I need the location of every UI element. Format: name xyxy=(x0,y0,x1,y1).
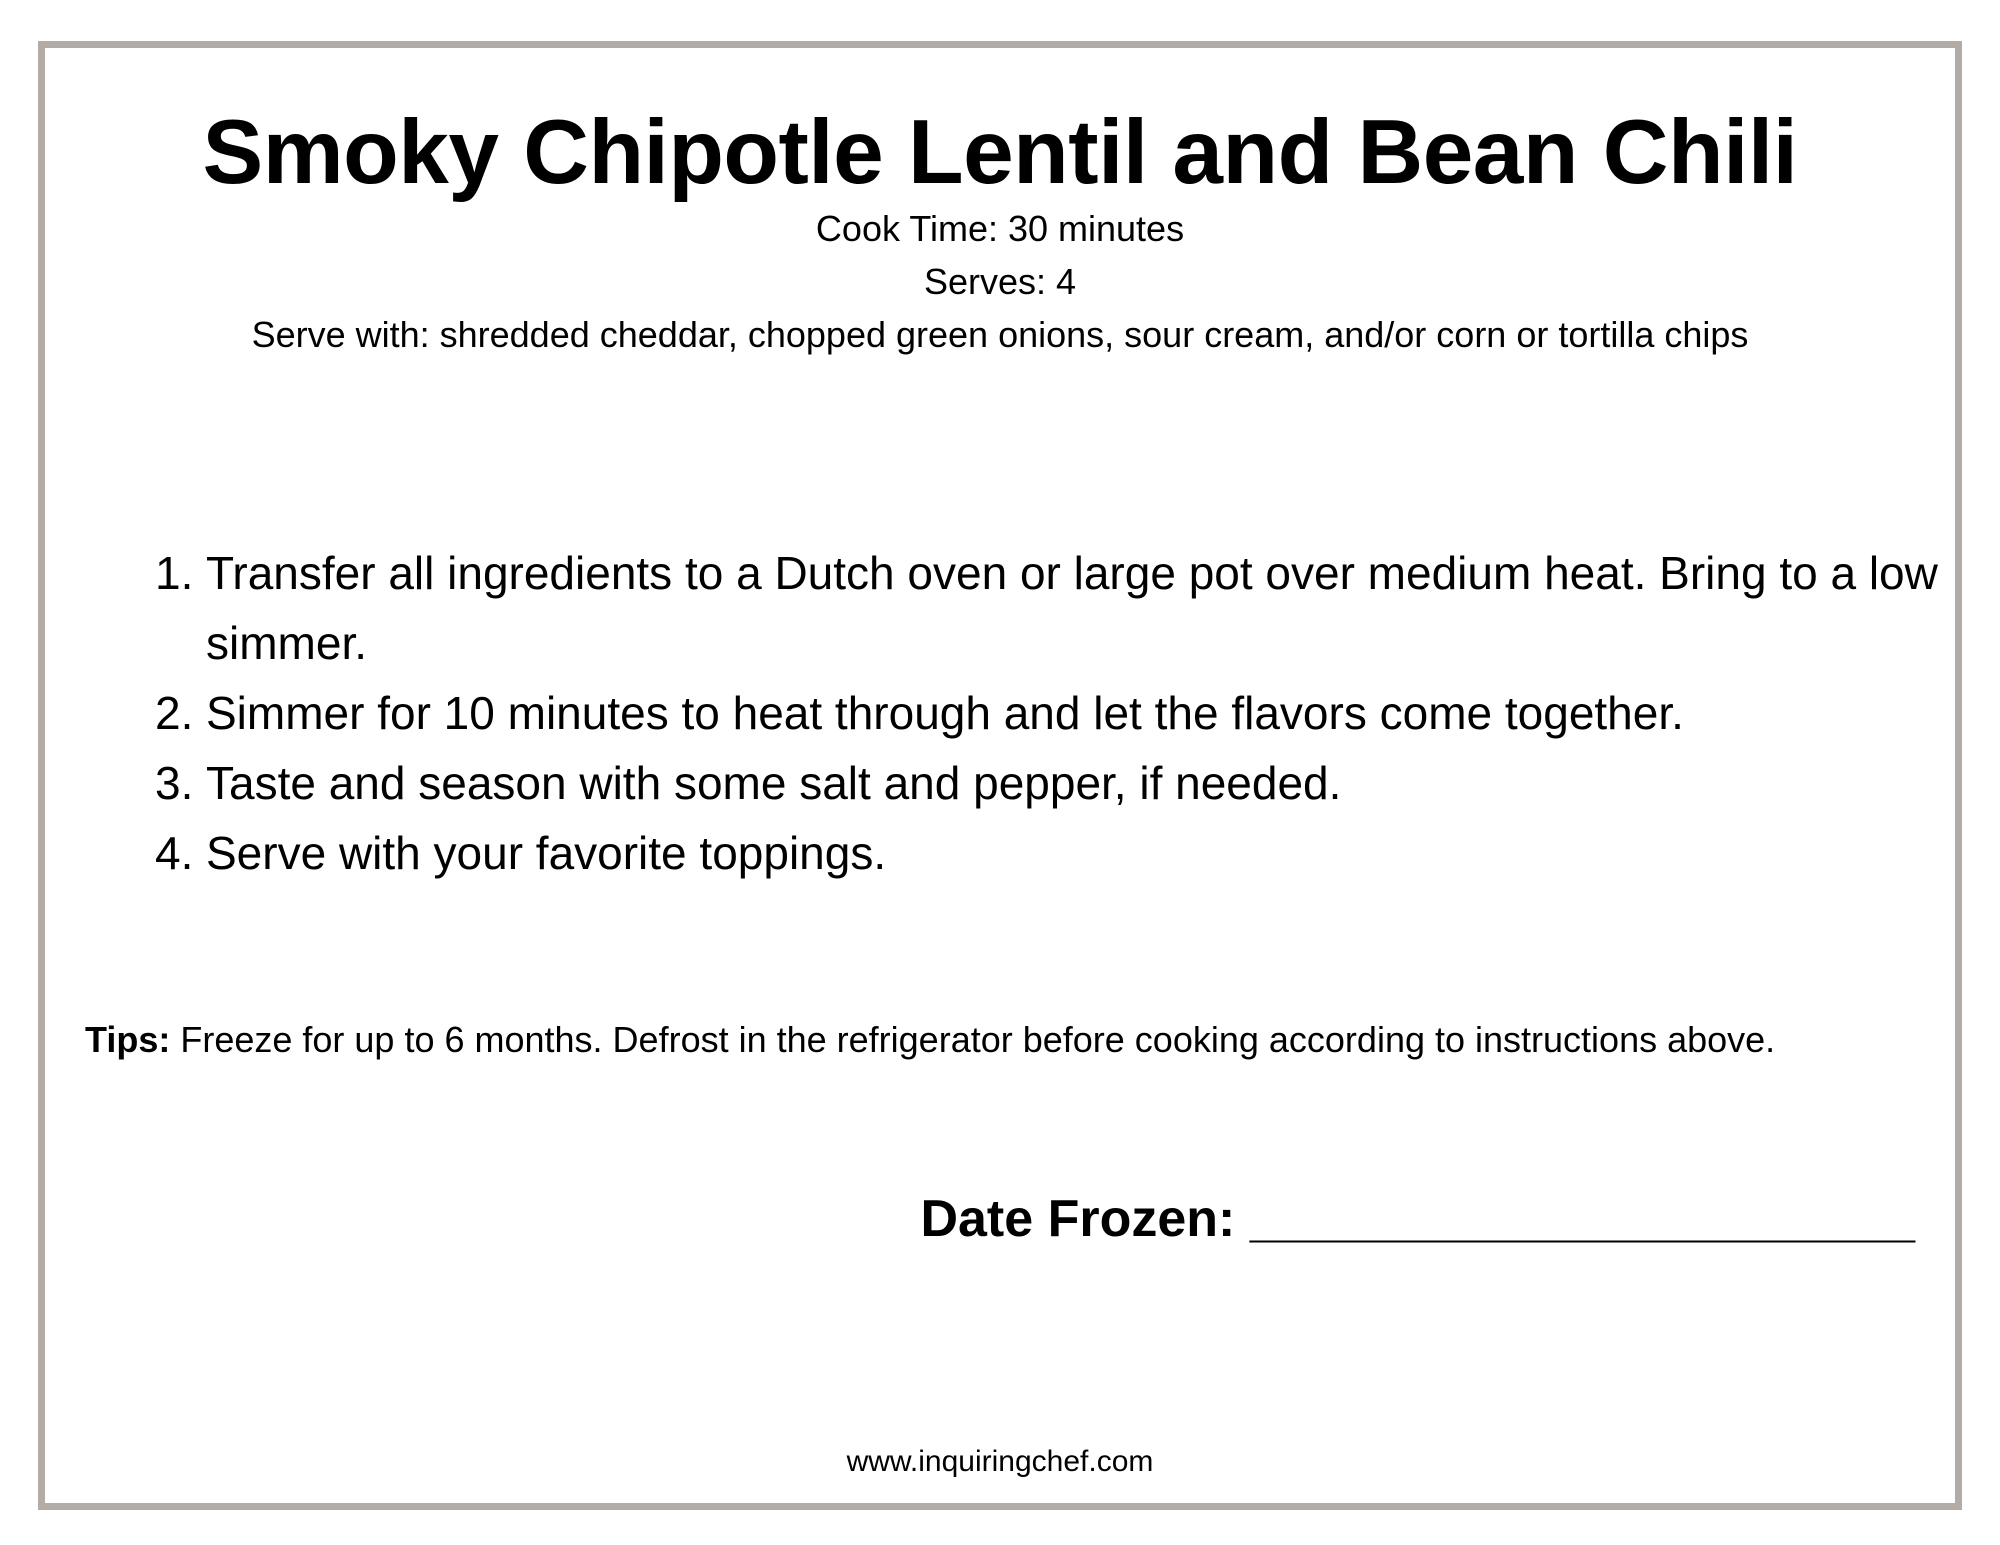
step-text: Simmer for 10 minutes to heat through and let the flavors come together. xyxy=(206,687,1684,739)
instruction-step xyxy=(120,748,1950,818)
instruction-step xyxy=(120,818,1950,888)
step-text: Transfer all ingredients to a Dutch oven or large pot over medium heat. Bring to a low simmer. xyxy=(206,547,1938,669)
step-number: 2. xyxy=(155,687,194,739)
serve-with: Serve with: shredded cheddar, chopped green onions, sour cream, and/or corn or tortilla chips xyxy=(251,314,1749,355)
instruction-step xyxy=(120,678,1950,748)
recipe-title: Smoky Chipotle Lentil and Bean Chili xyxy=(202,102,1798,203)
cook-time: Cook Time: 30 minutes xyxy=(815,208,1185,249)
step-number: 1. xyxy=(155,547,194,599)
date-frozen-blank: _______________________ xyxy=(1249,1190,1915,1248)
step-text: Taste and season with some salt and pepper, if needed. xyxy=(206,757,1342,809)
tips xyxy=(85,1018,1775,1061)
step-number: 4. xyxy=(155,827,194,879)
instruction-step xyxy=(120,538,1950,678)
recipe-card xyxy=(38,41,1962,1510)
website-footer: www.inquiringchef.com xyxy=(846,1445,1154,1478)
instructions-list xyxy=(120,538,1950,888)
date-frozen xyxy=(920,1188,1915,1250)
step-number: 3. xyxy=(155,757,194,809)
step-text: Serve with your favorite toppings. xyxy=(206,827,887,879)
date-frozen-label: Date Frozen: xyxy=(920,1190,1250,1248)
tips-text: Freeze for up to 6 months. Defrost in the refrigerator before cooking according to instructions above. xyxy=(170,1019,1776,1060)
serves: Serves: 4 xyxy=(923,261,1077,302)
tips-label: Tips: xyxy=(85,1019,171,1060)
